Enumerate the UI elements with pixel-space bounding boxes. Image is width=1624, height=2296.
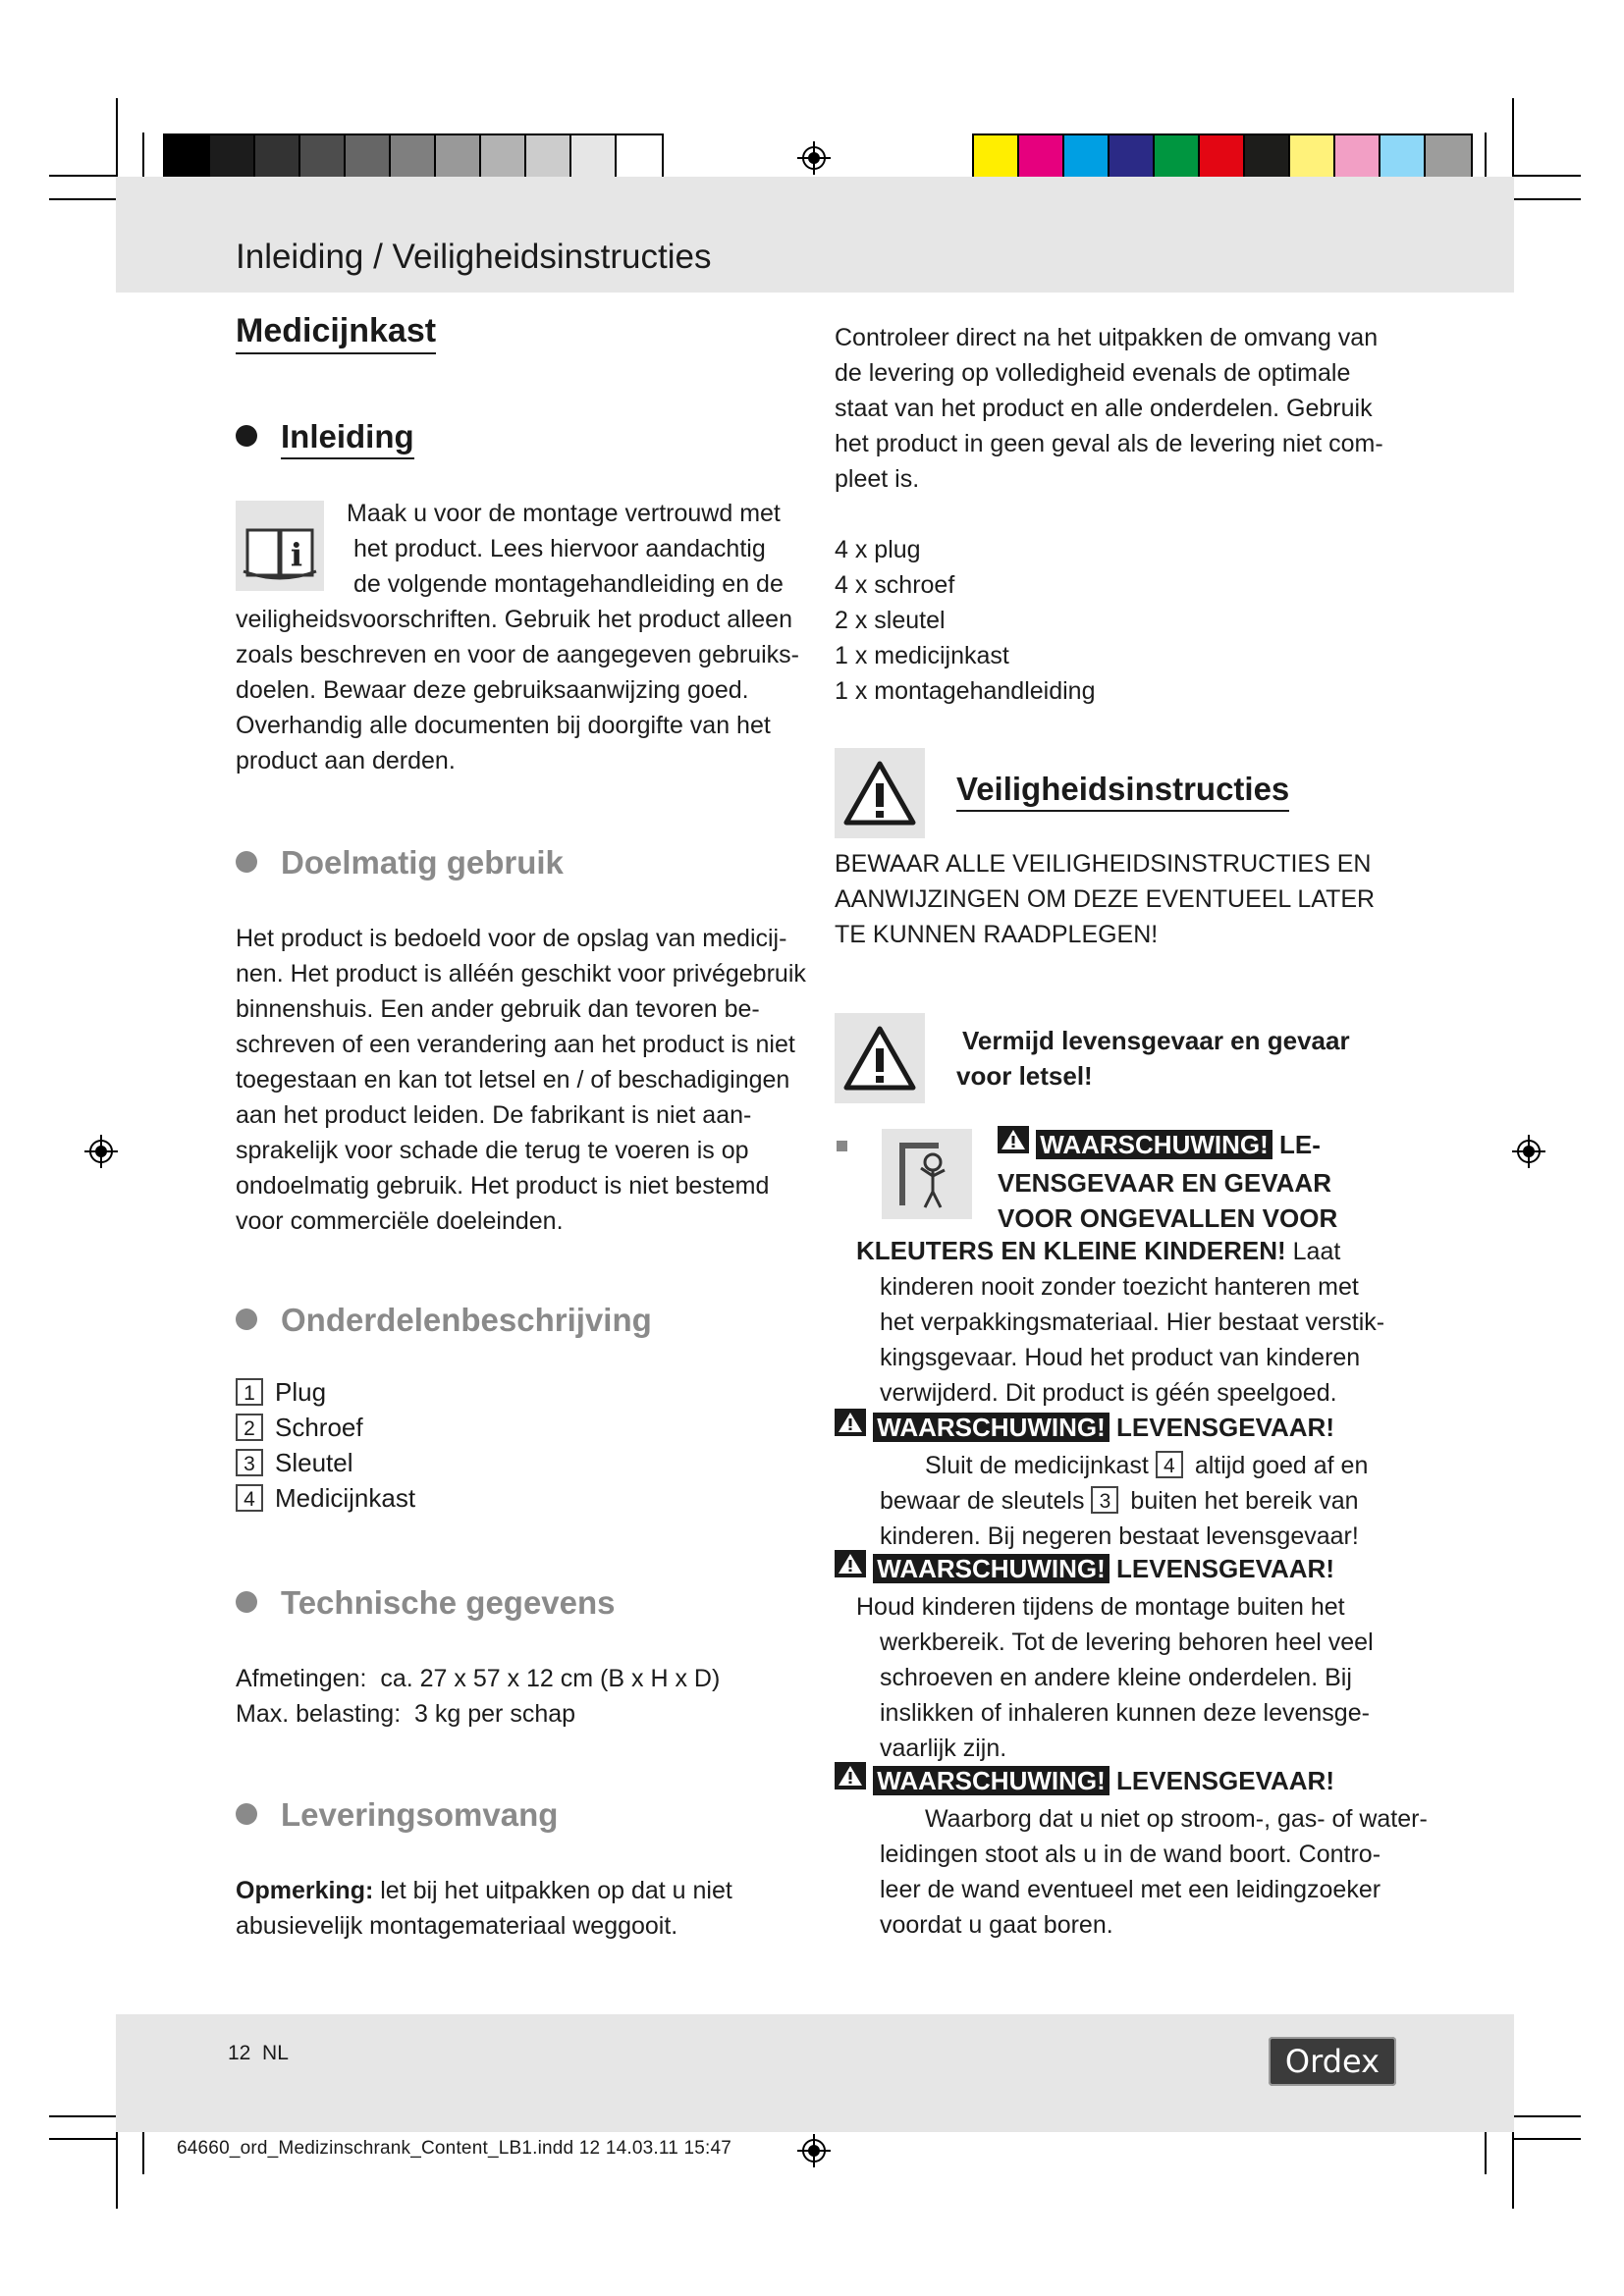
color-swatch — [1110, 135, 1155, 179]
color-swatch — [526, 135, 571, 179]
child-safety-icon — [882, 1129, 972, 1219]
inleiding-text: Maak u voor de montage vertrouwd met het product. Lees hiervoor aandachtig de volgende montagehandleiding en de veiligheidsvoorschriften. Gebruik het product alleen zoals beschreven en voor de aangegeven gebruiks- doelen. Bewaar deze gebruiksaanwijzing goed. Overhandig alle documenten bij doorgifte van het product aan derden. — [236, 500, 799, 774]
bullet-dot-icon — [236, 1591, 257, 1613]
bullet-dot-icon — [236, 425, 257, 447]
registration-mark-icon — [797, 141, 831, 175]
color-swatch — [391, 135, 436, 179]
file-slug: 64660_ord_Medizinschrank_Content_LB1.indd 12 14.03.11 15:47 — [177, 2138, 731, 2159]
section-heading-technisch: Technische gegevens — [236, 1584, 616, 1622]
section-heading-doelmatig: Doelmatig gebruik — [236, 844, 564, 881]
section-heading-levering: Leveringsomvang — [236, 1796, 558, 1834]
delivery-list — [835, 532, 1424, 709]
warning-triangle-icon — [835, 1762, 866, 1798]
color-swatch — [255, 135, 300, 179]
bullet-dot-icon — [236, 1803, 257, 1825]
list-item: 1 Plug — [236, 1374, 415, 1410]
warning-triangle-icon — [835, 1409, 866, 1445]
list-item: 3 Sleutel — [236, 1445, 415, 1480]
doelmatig-text: Het product is bedoeld voor de opslag van medicij- nen. Het product is alléén geschikt voor privégebruik binnenshuis. Een ander gebruik dan tevoren be- schreven of een verandering aan het product is niet toegestaan en kan tot letsel en / of beschadigingen aan het product leiden. De fabrikant is niet aan- sprakelijk voor schade die terug te voeren is op ondoelmatig gebruik. Het product is niet bestemd voor commerciële doeleinden. — [236, 925, 806, 1235]
color-swatch — [1019, 135, 1064, 179]
color-swatch — [165, 135, 210, 179]
registration-mark-icon — [1512, 1135, 1545, 1168]
delivery-check-text: Controleer direct na het uitpakken de omvang van de levering op volledigheid evenals de optimale staat van het product en alle onderdelen. Gebruik het product in geen geval als de levering niet com- pleet is. — [835, 324, 1383, 493]
levering-note: Opmerking: let bij het uitpakken op dat u niet abusievelijk montagemateriaal weggooit. — [236, 1877, 732, 1940]
page-number: 12 NL — [228, 2042, 289, 2064]
danger-heading: Vermijd levensgevaar en gevaar voor letsel! — [956, 1026, 1350, 1091]
color-swatch — [1380, 135, 1426, 179]
process-color-bar — [972, 133, 1473, 181]
section-heading-inleiding: Inleiding — [236, 418, 414, 455]
list-item: 1 x medicijnkast — [835, 642, 1009, 669]
warning-triangle-icon — [835, 1013, 925, 1103]
color-swatch — [346, 135, 391, 179]
list-item: 2 x sleutel — [835, 607, 946, 634]
color-swatch — [974, 135, 1019, 179]
bullet-dot-icon — [236, 1308, 257, 1330]
registration-mark-icon — [84, 1135, 118, 1168]
color-swatch — [1155, 135, 1200, 179]
safety-caps-text: BEWAAR ALLE VEILIGHEIDSINSTRUCTIES EN AANWIJZINGEN OM DEZE EVENTUEEL LATER TE KUNNEN RAADPLEGEN! — [835, 850, 1376, 948]
color-swatch — [1064, 135, 1110, 179]
color-swatch — [1245, 135, 1290, 179]
page-header-title: Inleiding / Veiligheidsinstructies — [236, 238, 712, 276]
color-swatch — [571, 135, 617, 179]
warning-1-heading: WAARSCHUWING! LE- VENSGEVAAR EN GEVAAR VOOR ONGEVALLEN VOOR — [998, 1127, 1469, 1236]
color-swatch — [617, 135, 662, 179]
warning-2: WAARSCHUWING! LEVENSGEVAAR! Sluit de medicijnkast 4 altijd goed af en bewaar de sleutels 3 buiten het bereik van kinderen. Bij negeren bestaat levensgevaar! — [835, 1410, 1463, 1554]
color-swatch — [481, 135, 526, 179]
warning-1-text: KLEUTERS EN KLEINE KINDEREN! Laat kinderen nooit zonder toezicht hanteren met het verpakkingsmateriaal. Hier bestaat verstik- kingsgevaar. Houd het product van kinderen verwijderd. Dit product is géén speelgoed. — [856, 1236, 1385, 1407]
color-swatch — [210, 135, 255, 179]
section-heading-onderdelen: Onderdelenbeschrijving — [236, 1302, 652, 1339]
color-swatch — [300, 135, 346, 179]
color-swatch — [436, 135, 481, 179]
warning-triangle-icon — [998, 1126, 1029, 1162]
list-item: 1 x montagehandleiding — [835, 677, 1096, 705]
product-title: Medicijnkast — [236, 312, 436, 350]
color-swatch — [1426, 135, 1471, 179]
color-swatch — [1200, 135, 1245, 179]
list-item: 4 Medicijnkast — [236, 1480, 415, 1516]
list-item: 4 x schroef — [835, 571, 955, 599]
parts-list — [236, 1374, 415, 1516]
color-swatch — [1290, 135, 1335, 179]
warning-triangle-icon — [835, 748, 925, 838]
warning-triangle-icon — [835, 1550, 866, 1586]
svg-text:i: i — [290, 536, 303, 573]
color-swatch — [1335, 135, 1380, 179]
registration-mark-icon — [797, 2134, 831, 2167]
grey-color-bar — [163, 133, 664, 181]
list-bullet-icon — [837, 1141, 847, 1151]
brand-logo: Ordex — [1269, 2037, 1396, 2086]
technical-specs: Afmetingen: ca. 27 x 57 x 12 cm (B x H x D) Max. belasting: 3 kg per schap — [236, 1665, 721, 1728]
list-item: 2 Schroef — [236, 1410, 415, 1445]
bullet-dot-icon — [236, 851, 257, 873]
warning-3: WAARSCHUWING! LEVENSGEVAAR! Houd kinderen tijdens de montage buiten het werkbereik. Tot de levering behoren heel veel schroeven en andere kleine onderdelen. Bij inslikken of inhaleren kunnen deze levensge- vaarlijk zijn. — [835, 1551, 1463, 1766]
safety-heading: Veiligheidsinstructies — [956, 771, 1289, 808]
list-item: 4 x plug — [835, 536, 921, 563]
warning-4: WAARSCHUWING! LEVENSGEVAAR! Waarborg dat u niet op stroom-, gas- of water- leidingen stoot als u in de wand boort. Contro- leer de wand eventueel met een leidingzoeker voordat u gaat boren. — [835, 1763, 1483, 1943]
